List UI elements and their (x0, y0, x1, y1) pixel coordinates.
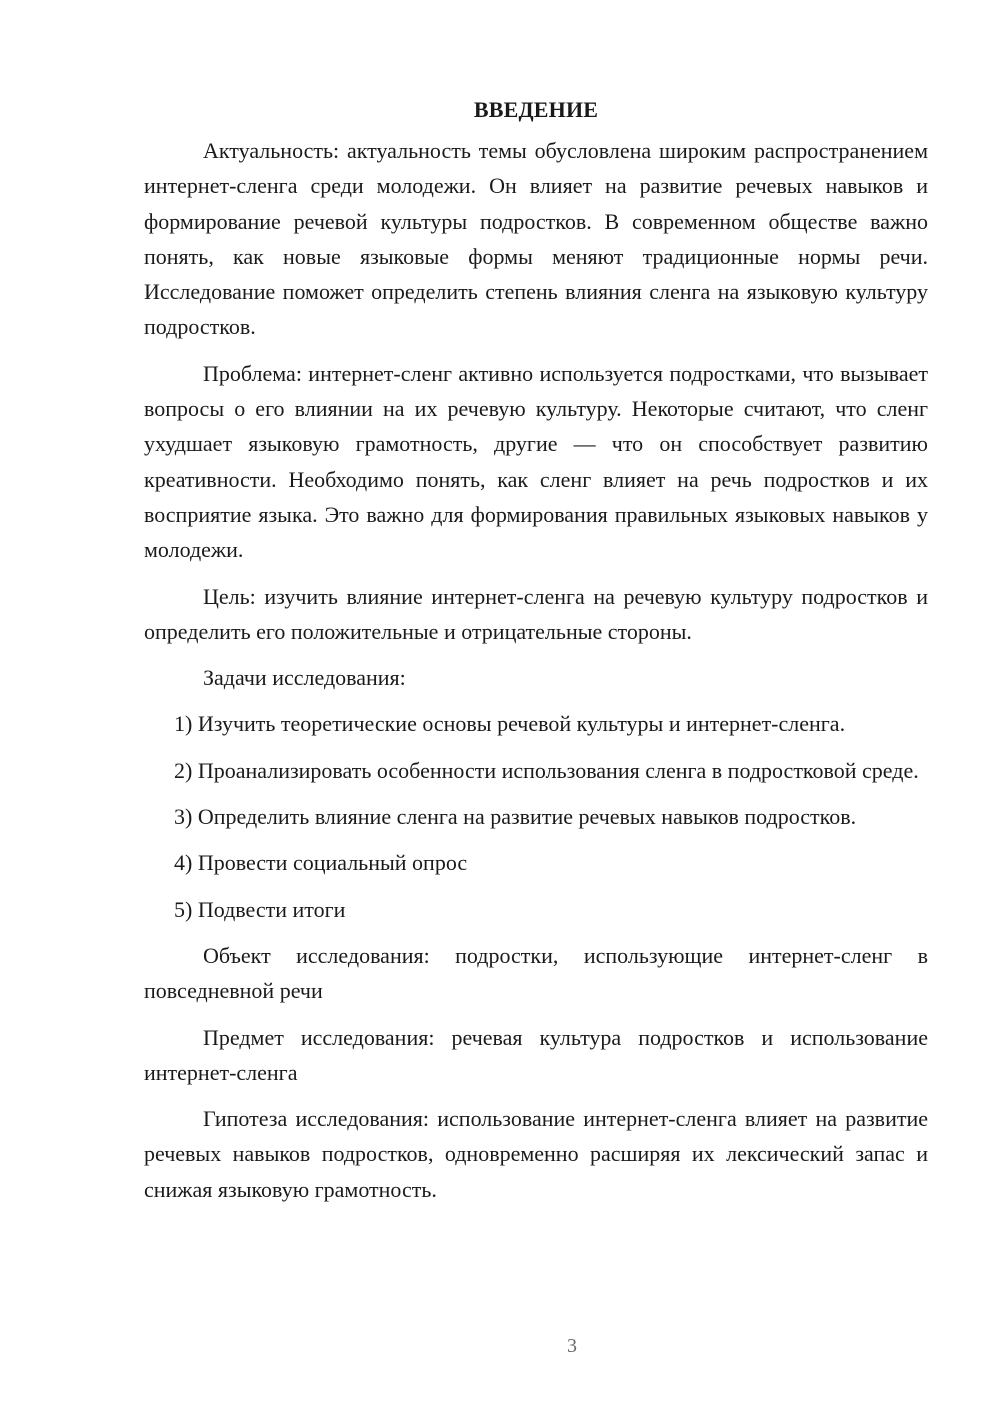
subject-paragraph: Предмет исследования: речевая культура подростков и использование интернет-сленга (144, 1024, 928, 1085)
task-item: 5) Подвести итоги (174, 896, 346, 922)
task-item: 4) Провести социальный опрос (174, 850, 468, 876)
task-item: 1) Изучить теоретические основы речевой культуры и интернет-сленга. (174, 711, 846, 737)
goal-paragraph: Цель: изучить влияние интернет-сленга на речевую культуру подростков и определить его положительные и отрицательные стороны. (144, 583, 928, 644)
task-item: 3) Определить влияние сленга на развитие речевых навыков подростков. (174, 804, 857, 830)
object-paragraph: Объект исследования: подростки, использующие интернет-сленг в повседневной речи (144, 942, 928, 1004)
problem-paragraph: Проблема: интернет-сленг активно используется подростками, что вызывает вопросы о его влиянии на их речевую культуру. Некоторые считают, что сленг ухудшает языковую грамотность, другие — что он способствует развитию креативности. Необходимо понять, как сленг влияет на речь подростков и их восприятие языка. Это важно для формирования правильных языковых навыков у молодежи. (144, 360, 928, 563)
page-number: 3 (567, 1335, 577, 1357)
document-page (144, 92, 928, 1207)
relevance-paragraph: Актуальность: актуальность темы обусловлена широким распространением интернет-сленга среди молодежи. Он влияет на развитие речевых навыков и формирование речевой культуры подростков. В современном обществе важно понять, как новые языковые формы меняют традиционные нормы речи. Исследование поможет определить степень влияния сленга на языковую культуру подростков. (144, 138, 928, 340)
task-item: 2) Проанализировать особенности использования сленга в подростковой среде. (174, 757, 919, 783)
section-title: ВВЕДЕНИЕ (473, 97, 599, 122)
tasks-heading: Задачи исследования: (203, 665, 406, 691)
hypothesis-paragraph: Гипотеза исследования: использование интернет-сленга влияет на развитие речевых навыков подростков, одновременно расширяя их лексический запас и снижая языковую грамотность. (144, 1106, 928, 1202)
